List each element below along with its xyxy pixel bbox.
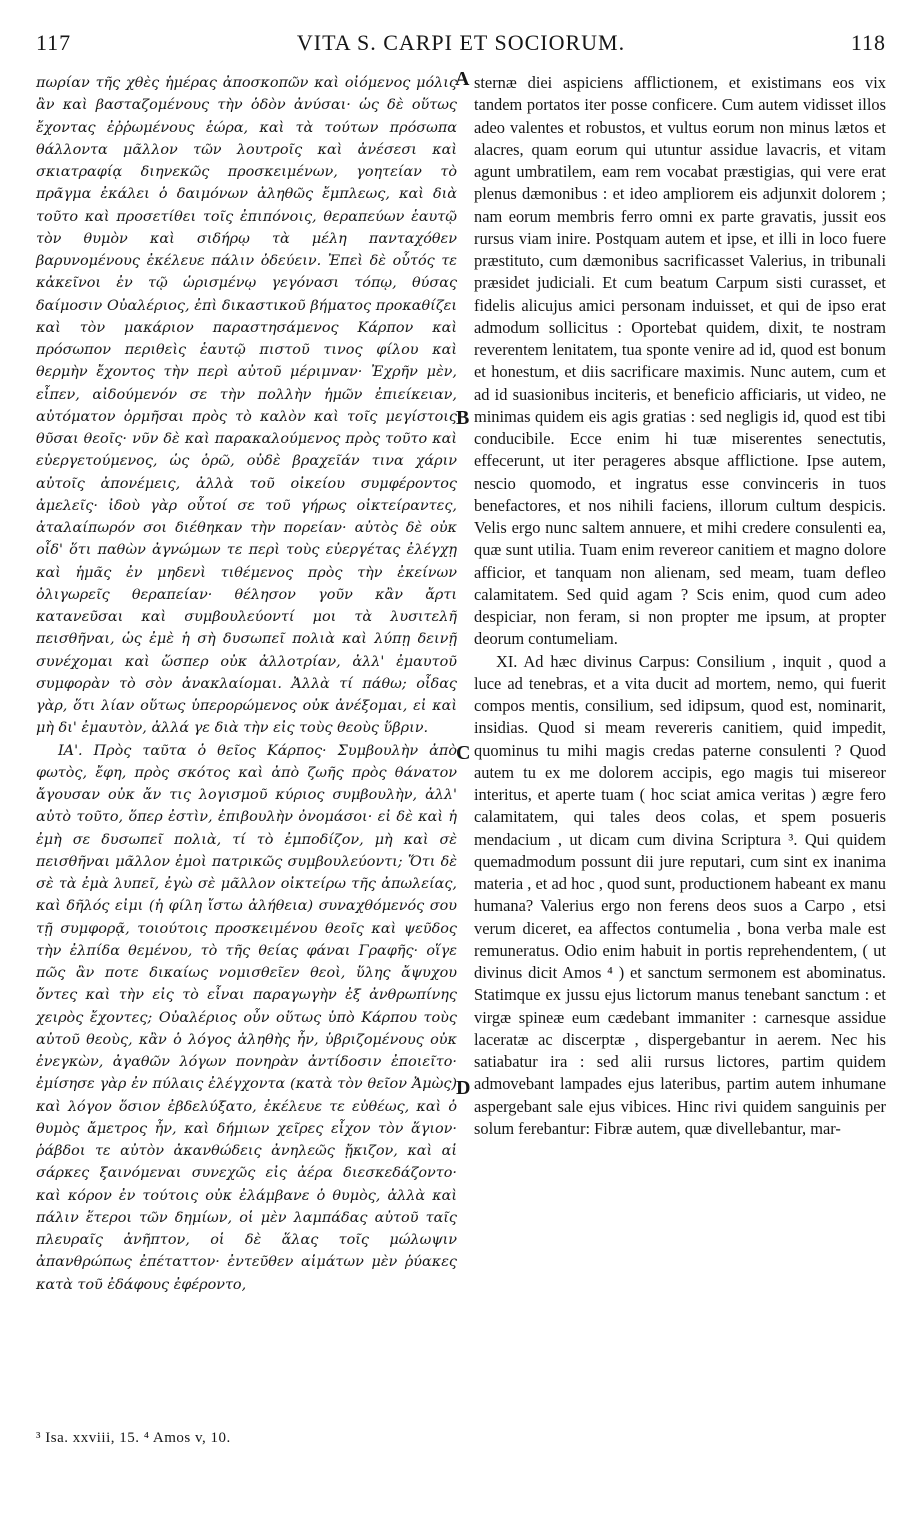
latin-paragraph-2: XI. Ad hæc divinus Carpus: Consilium , inquit , quod a luce ad tenebras, et a vita ducit ad mortem, nemo, qui fuerit compos mentis, consilium, sed idipsum, quod est, nominarit, insidias. Quod si meam revereris canitiem, quid impedit, quominus tu mihi magis credas paterne consulenti ? Quod autem tu ex me dolorem accipis, ego magis tui misereor interitus, et aperte tuam ( hoc sciat amica veritas ) ægre fero calamitatem, qui tales deos colas, et spem posueris mendacium , ut dicam cum divina Scriptura ³. Qui quidem quemadmodum possunt dii jure reputari, cum sint ex inanima materia , et ad hoc , quod sunt, productionem habeant ex manu humana? Valerius ergo non ferens deos suos a Carpo , etsi verum diceret, ea affectos contumelia , bona verba male est remuneratus. Odio enim habuit in portis reprehendentem, ( ut divinus dicit Amos ⁴ ) et sanctum sermonem est abominatus. Statimque ex jussu ejus lictorum manus tenebant sanctum : et virgæ spineæ eum cædebant immaniter : carnesque assidue laceratæ ac discerptæ , dispergebantur in aerem. Nec his satiabatur ira : sed alii rursus lictores, partim quidem admovebant lampades ejus lateribus, partim autem inhumane aspergebant sale ejus vibices. Hinc rivi quidem sanguinis per solum ferebantur: Fibræ autem, quæ divellebantur, mar- [474,651,886,1138]
footnotes: ³ Isa. xxviii, 15. ⁴ Amos v, 10. [36,1430,231,1446]
latin-paragraph-1: sternæ diei aspiciens afflictionem, et existimans eos vix tandem portatos iter posse conficere. Cum autem vidisset illos adeo valentes et robustos, et vultus eorum non minus lætos et alacres, quam eorum qui utuntur assidue lavacris, et vitam agunt umbratilem, eam rem vocabat præstigias, qui vere erat plenus dæmonibus : et ideo ampliorem eis adjunxit dolorem ; nam eorum membris ferro omni ex parte gravatis, jussit eos rursus viam inire. Postquam autem et ipse, et illi in loco fuere præstituto, cum dæmonibus sacrificasset Valerius, in tribunali præsidet judiciali. Et cum beatum Carpum sisti curasset, et fidelis alicujus amici personam induisset, et qui de ipso erat admodum sollicitus : Oportebat quidem, dixit, te nostram reverentem lenitatem, tua sponte venire ad id, quod est bonum et honestum, et diis sacrificare maximis. Nunc autem, cum et ad id suasionibus inciteris, et beneficio afficiaris, ut video, ne minimas quidem eis agis gratias : sed negligis id, quod est tibi conducibile. Ecce enim hi tuæ miserentes senectutis, effecerunt, ut iter perageres absque afflictione. Ipse autem, nescio quomodo, et ingratus esse convinceris in tuos benefactores, et nos nihili faciens, illorum cultum despicis. Velis ergo nunc saltem annuere, et mihi credere consulenti ea, quæ sunt utilia. Tuam enim revereor canitiem et magno dolore afficior, et tanquam non alienam, sed meam, tuam defleo calamitatem. Sed quid agam ? Scis enim, quod cum adeo despiciar, non feram, si non propter me ipsum, at propter deorum contumeliam. [474,73,886,649]
greek-paragraph-2: ΙΑ'. Πρὸς ταῦτα ὁ θεῖος Κάρπος· Συμβουλὴν ἀπὸ φωτὸς, ἔφη, πρὸς σκότος καὶ ἀπὸ ζωῆς πρὸς θάνατον ἄγουσαν οὐκ ἄν τις λογισμοῦ κύριος συμβουλὴν, ἀλλ' αὐτὸ τοῦτο, ὅπερ ἐστὶν, ἐπιβουλὴν ὀνομάσοι· εἰ δὲ καὶ ἡ ἐμὴ σε δυσωπεῖ πολιὰ, τί τὸ ἐμποδίζον, μὴ καὶ σὲ πεισθῆναι μᾶλλον ἐμοὶ πατρικῶς συμβουλεύοντι; Ὅτι δὲ σὲ τὰ ἐμὰ λυπεῖ, ἐγὼ σὲ μᾶλλον οἰκτείρω τῆς ἀπωλείας, καὶ δῆλός εἰμι (ἡ φίλη ἴστω ἀλήθεια) συναχθόμενός σου τῇ συμφορᾷ, τοιούτοις προσκειμένου θεοῖς καὶ ψεῦδος τὴν ἐλπίδα θεμένου, τὸ τῆς θείας φάναι Γραφῆς· οἵγε πῶς ἂν ποτε δικαίως νομισθεῖεν θεοὶ, ὕλης ἄψυχου ὄντες καὶ τὴν εἰς τὸ εἶναι παραγωγὴν ἐξ ἀνθρωπίνης χειρὸς ἔχοντες; Οὐαλέριος οὖν οὕτως ὑπὸ Κάρπου τοὺς αὐτοῦ θεοὺς, κἂν ὁ λόγος ἀληθὴς ἦν, ὑβριζομένους οὐκ ἐνεγκὼν, ἀγαθῶν λόγων πονηρὰν ἀντίδοσιν ἐποιεῖτο· ἐμίσησε γὰρ ἐν πύλαις ἐλέγχοντα (κατὰ τὸν θεῖον Ἀμὼς) καὶ λόγον ὅσιον ἐβδελύξατο, ἐκέλευε τε εὐθέως, καὶ ὁ θυμὸς ἄμετρος ἦν, καὶ δήμιων χεῖρες εἶχον τὸν ἅγιον· ῥάβδοι τε αὐτὸν ἀκανθώδεις ἀνηλεῶς ᾔκιζον, καὶ αἱ σάρκες ξαινόμεναι συνεχῶς εἰς ἀέρα διεσκεδάζοντο· καὶ κόρον ἐν τούτοις οὐκ ἐλάμβανε ὁ θυμὸς, ἀλλὰ καὶ πάλιν ἕτεροι τῶν δημίων, οἱ μὲν λαμπάδας αὐτοῦ ταῖς πλευραῖς ἀνῆπτον, οἱ δὲ ἅλας τοῖς μώλωψιν ἀπανθρώπως ἐπέταττον· ἐντεῦθεν αἱμάτων μὲν ῥύακες κατὰ τοῦ ἐδάφους ἐφέροντο, [36,742,457,1293]
running-title: VITA S. CARPI ET SOCIORUM. [296,30,626,55]
margin-marker-a: A [455,68,470,90]
greek-paragraph-1: πωρίαν τῆς χθὲς ἡμέρας ἀποσκοπῶν καὶ οἰόμενος μόλις ἂν καὶ βασταζομένους τὴν ὁδὸν ἀνύσαι· ὡς δὲ οὕτως ἔχοντας ἐῤῥωμένους ἑώρα, καὶ τὰ τούτων πρόσωπα θάλλοντα μᾶλλον τῶν λουτροῖς καὶ ἀνέσεσι καὶ σκιατραφίᾳ διηνεκῶς προσκειμένων, γοητείαν τὸ πρᾶγμα ἐκάλει ὁ δαιμόνων ἀληθῶς ἔμπλεως, καὶ διὰ τοῦτο καὶ προσετίθει τοῖς ἐπιπόνοις, θεραπεύων ἑαυτῷ τὸν θυμὸν καὶ σιδήρῳ τὰ μέλη πανταχόθεν βαρυνομένους ἐκέλευε πάλιν ὁδεύειν. Ἐπεὶ δὲ οὗτός τε κἀκεῖνοι ἐν τῷ ὡρισμένῳ γεγόνασι τόπῳ, θύσας δαίμοσιν Οὐαλέριος, ἐπὶ δικαστικοῦ βήματος προκαθίζει καὶ τὸν μακάριον παραστησάμενος Κάρπον καὶ πρόσωπον περιθεὶς ἑαυτῷ πιστοῦ τινος φίλου καὶ θερμὴν ἔχοντος τὴν περὶ αὐτοῦ μέριμναν· Ἐχρῆν μὲν, εἶπεν, αἰδούμενόν σε τὴν πολλὴν ἡμῶν ἐπιείκειαν, αὐτόματον ὁρμῆσαι πρὸς τὸ καλὸν καὶ τοῖς μεγίστοις θῦσαι θεοῖς· νῦν δὲ καὶ παρακαλούμενος πρὸς τοῦτο καὶ εὐεργετούμενος, ὡς ὁρῶ, οὐδὲ βραχεῖάν τινα χάριν αὐτοῖς ἀπονέμεις, ἀλλὰ τοῦ οἰκείου συμφέροντος ἀμελεῖς· ἰδοὺ γὰρ οὗτοί σε τοῦ γήρως οἰκτείραντες, ἀταλαίπωρόν σοι διέθηκαν τὴν πορείαν· αὐτὸς δὲ οὐκ οἶδ' ὅτι παθὼν ἀγνώμων τε περὶ τοὺς εὐεργέτας ἐλέγχῃ καὶ ἡμᾶς ἐν μηδενὶ τιθέμενος πρὸς τὴν ἐκείνων ὀλιγωρεῖς θεραπείαν· θέλησον γοῦν κἂν ἄρτι κατανεῦσαι καὶ συμβουλεύοντί μοι τὰ λυσιτελῆ πεισθῆναι, ὡς ἐμὲ ἡ σὴ δυσωπεῖ πολιὰ καὶ λύπῃ δεινῇ συνέχομαι καὶ ὥσπερ οὐκ ἀλλοτρίαν, ἀλλ' ἐμαυτοῦ συμφορὰν τὸ σὸν ἀνακλαίομαι. Ἀλλὰ τί πάθω; οἶδας γὰρ, ὅτι λίαν οὕτως ὑπερορώμενος οὐκ ἀνέξομαι, εἰ καὶ μὴ δι' ἐμαυτὸν, ἀλλά γε διὰ τὴν εἰς τοὺς θεοὺς ὕβριν. [36,75,457,737]
margin-marker-b: B [456,407,470,429]
page-number-right: 118 [850,30,886,55]
running-header [36,30,886,64]
greek-column [36,72,457,1296]
margin-marker-c: C [456,742,471,764]
margin-marker-d: D [456,1077,471,1099]
latin-column [474,72,886,1140]
page-number-left: 117 [36,30,72,55]
